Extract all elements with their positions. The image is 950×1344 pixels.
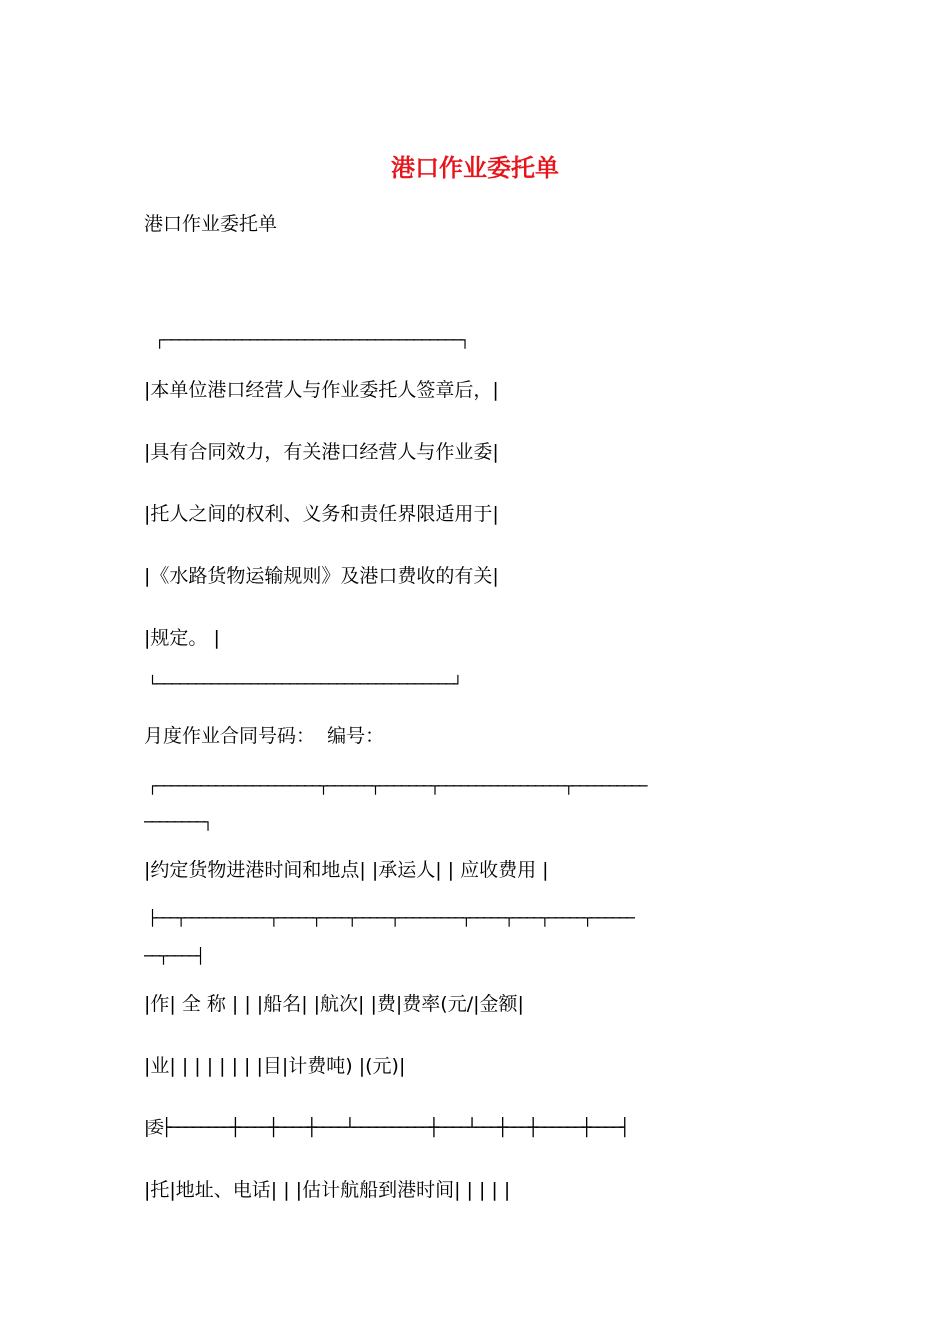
table-row-2: |业| | | | | | | |目|计费吨) |(元)| [144, 1055, 406, 1077]
table-row-4: |托|地址、电话| | |估计航船到港时间| | | | | [144, 1179, 511, 1201]
table-separator-wrap: ──┬────┤ [144, 947, 204, 965]
notice-box-top-border: ┌──────────────────────────────────────┐ [148, 331, 469, 349]
document-title: 港口作业委托单 [391, 154, 559, 182]
table-row-1: |作| 全 称 | | |船名| |航次| |费|费率(元/|金额| [144, 993, 524, 1015]
notice-line-5: |规定。 | [144, 627, 220, 649]
notice-line-1: |本单位港口经营人与作业委托人签章后，| [144, 379, 499, 401]
table-top-border: ┌──────────────────────┬──────┬───────┬─────────────────┬────────── [148, 777, 646, 795]
table-top-border-wrap: ────────┐ [144, 813, 211, 831]
notice-line-4: |《水路货物运输规则》及港口费收的有关| [144, 565, 499, 587]
notice-line-2: |具有合同效力，有关港口经营人与作业委| [144, 441, 499, 463]
table-header-row: |约定货物进港时间和地点| |承运人| | 应收费用 | [144, 859, 549, 881]
table-separator: ├───┬────────────┬─────┬────┬─────┬─────────┬─────┬────┬─────┬────── [148, 909, 633, 927]
notice-line-3: |托人之间的权利、义务和责任界限适用于| [144, 503, 499, 525]
contract-number-line: 月度作业合同号码： 编号： [144, 725, 385, 747]
table-row-3: |委├────────┼────┼────┼────┴──────────┼────┴───┼───┼──────┼────┤ [144, 1118, 628, 1138]
document-subtitle: 港口作业委托单 [144, 213, 278, 235]
notice-box-bottom-border: └──────────────────────────────────────┘ [148, 675, 462, 693]
